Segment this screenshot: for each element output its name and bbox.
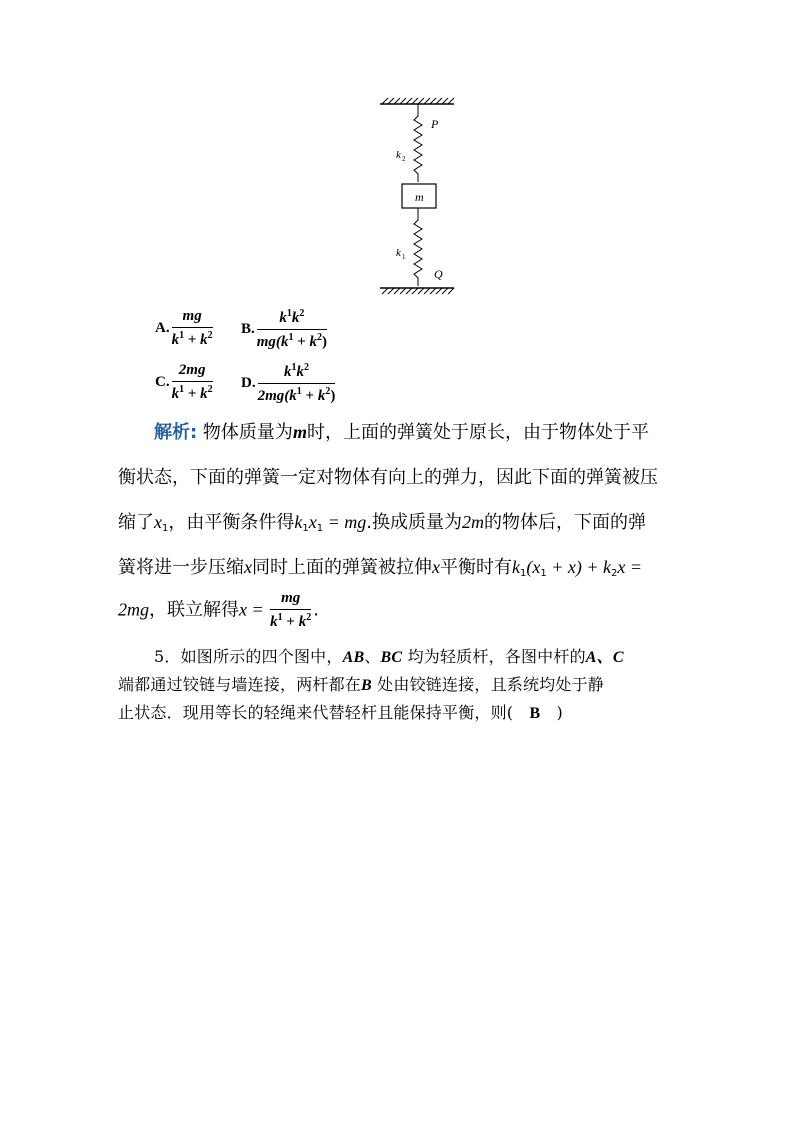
analysis-l5-fraction	[270, 590, 311, 631]
option-d-den-post: )	[330, 388, 336, 404]
option-a-den-plus: +	[184, 332, 201, 348]
option-d	[241, 362, 337, 405]
option-b-letter: B.	[241, 320, 255, 337]
analysis-l4-a: 簧将进一步压缩	[118, 557, 244, 578]
analysis-l5-2mg: 2mg	[118, 599, 149, 620]
analysis-l5-den-sup2: 2	[306, 612, 312, 623]
analysis-line-2: 衡状态，下面的弹簧一定对物体有向上的弹力，因此下面的弹簧被压	[118, 467, 658, 488]
analysis-l3-x1: x	[154, 512, 162, 532]
option-d-den-sup1: 1	[296, 386, 302, 397]
q5-l1-a: 5．如图所示的四个图中，	[154, 647, 343, 666]
analysis-l4-eq-x1: (x	[526, 557, 541, 577]
analysis-l4-eq-sub2: 2	[611, 568, 618, 579]
option-b-num-k1: k	[279, 310, 287, 326]
analysis-line-4	[118, 553, 642, 579]
analysis-l3-eq-sub1: 1	[302, 523, 309, 534]
q5-l2-a: 端都通过铰链与墙连接，两杆都在	[118, 675, 362, 694]
option-a	[155, 308, 215, 349]
analysis-l4-eq-sub-x1: 1	[540, 568, 547, 579]
analysis-l5-den-sup1: 1	[277, 612, 283, 623]
analysis-l4-c: 平衡时有	[440, 557, 512, 578]
q5-l1-a-letter: A	[585, 649, 597, 666]
floor-hatch	[382, 288, 454, 294]
option-b	[241, 308, 329, 351]
option-b-den-plus: +	[293, 334, 310, 350]
analysis-l3-eq-x: x	[308, 512, 317, 532]
label-k2-sub: 2	[402, 155, 406, 163]
analysis-l3-b: ，由平衡条件得	[168, 512, 295, 533]
label-q: Q	[434, 267, 443, 281]
analysis-l5-den	[270, 610, 311, 631]
option-c-den-k1: k	[171, 386, 180, 402]
spring-mass-figure	[370, 96, 470, 301]
option-b-den-sup2: 2	[317, 332, 322, 343]
option-a-den-k2: k	[200, 332, 208, 348]
ceiling-hatch	[382, 98, 454, 104]
analysis-l3-eq-mg: = mg	[323, 512, 367, 532]
analysis-l3-c: .换成质量为	[366, 512, 463, 533]
option-a-den-k1: k	[171, 332, 180, 348]
option-c-denominator	[172, 382, 213, 403]
analysis-l4-x: x	[244, 557, 252, 577]
label-k2: k	[396, 149, 401, 161]
analysis-label: 解析:	[154, 422, 198, 443]
q5-l1-b: 均为轻质杆，各图中杆的	[402, 647, 586, 666]
analysis-l4-x2: x	[432, 557, 440, 577]
option-b-numerator	[257, 308, 327, 330]
q5-l1-sep: 、	[364, 647, 381, 666]
option-a-den-sup2: 2	[207, 330, 213, 341]
option-c	[155, 362, 215, 403]
q5-line-1	[154, 644, 624, 667]
analysis-line-5	[118, 590, 319, 631]
label-m: m	[415, 190, 424, 204]
option-a-letter: A.	[155, 319, 170, 336]
analysis-l4-eq-sub1: 1	[520, 568, 527, 579]
analysis-l3-eq-k: k	[294, 512, 303, 532]
option-c-numerator: 2mg	[172, 362, 213, 382]
spring-diagram	[370, 96, 470, 301]
option-b-num-sup2: 2	[299, 308, 305, 319]
q5-l2-b: 处由铰链连接，且系统均处于静	[371, 675, 604, 694]
analysis-l1-b: 时，上面的弹簧处于原长，由于物体处于平	[306, 422, 649, 443]
option-d-num-sup2: 2	[303, 362, 309, 373]
upper-spring	[414, 104, 422, 182]
q5-line-3	[118, 700, 563, 723]
option-c-den-sup2: 2	[207, 384, 213, 395]
q5-l1-c-letter: 、C	[596, 649, 624, 666]
option-b-num-sup1: 1	[286, 308, 292, 319]
option-b-den-sup1: 1	[288, 332, 294, 343]
q5-l3: 止状态．现用等长的轻绳来代替轻杆且能保持平衡，则(	[118, 703, 530, 722]
option-a-denominator	[172, 328, 213, 349]
analysis-l3-eq-sub2: 1	[316, 523, 324, 534]
option-b-den-post: )	[322, 334, 327, 350]
option-b-num-k2: k	[291, 310, 300, 326]
analysis-l4-eq-end: x =	[617, 557, 643, 577]
option-d-num-k2: k	[296, 364, 304, 380]
option-d-fraction	[258, 362, 336, 405]
analysis-l3-x1-sub: 1	[162, 523, 169, 534]
analysis-l3-2m: 2m	[462, 512, 485, 532]
analysis-l3-d: 的物体后，下面的弹	[484, 512, 647, 533]
option-d-den-sup2: 2	[325, 386, 331, 397]
label-k1: k	[396, 247, 401, 259]
q5-answer: B	[529, 705, 541, 722]
option-b-den-k1: k	[280, 334, 289, 350]
option-d-num-sup1: 1	[291, 362, 297, 373]
option-a-den-sup1: 1	[179, 330, 185, 341]
analysis-l4-b: 同时上面的弹簧被拉伸	[252, 557, 432, 578]
label-k1-sub: 1	[402, 253, 406, 261]
q5-l1-bc: BC	[380, 649, 403, 666]
q5-line-2	[118, 672, 604, 695]
analysis-l4-eq-k2: + x) + k	[546, 557, 611, 577]
analysis-l4-eq-k1: k	[512, 557, 520, 577]
analysis-l3-a: 缩了	[118, 512, 154, 533]
option-b-fraction	[257, 308, 327, 351]
analysis-l5-num: mg	[270, 590, 311, 610]
option-c-den-k2: k	[200, 386, 208, 402]
option-c-fraction	[172, 362, 213, 403]
option-b-den-k2: k	[309, 334, 317, 350]
option-d-num-k1: k	[283, 364, 292, 380]
option-d-numerator	[258, 362, 336, 384]
analysis-l5-b: ，联立解得	[149, 599, 239, 621]
option-c-letter: C.	[155, 373, 170, 390]
option-c-den-plus: +	[184, 386, 201, 402]
analysis-l5-den-k1: k	[270, 614, 278, 630]
option-a-numerator: mg	[172, 308, 213, 328]
lower-spring	[414, 208, 422, 286]
option-d-den-plus: +	[301, 388, 318, 404]
analysis-l5-end: .	[313, 599, 319, 621]
analysis-l5-den-plus: +	[282, 614, 299, 630]
option-d-denominator	[258, 384, 336, 405]
q5-l2-b-letter: B	[361, 677, 372, 694]
option-d-den-k1: k	[289, 388, 297, 404]
analysis-l5-x: x =	[239, 599, 269, 620]
q5-l3-end: )	[540, 703, 563, 722]
q5-l1-ab: AB	[342, 649, 365, 666]
option-d-letter: D.	[241, 374, 256, 391]
analysis-l1-m: m	[292, 422, 307, 442]
analysis-l1-a: 物体质量为	[197, 422, 293, 443]
analysis-line-1	[154, 418, 649, 444]
label-p: P	[431, 117, 439, 131]
analysis-l5-den-k2: k	[298, 614, 307, 630]
option-a-fraction	[172, 308, 213, 349]
option-b-denominator	[257, 330, 327, 351]
option-d-den-pre: 2mg(	[257, 388, 290, 404]
analysis-line-3	[118, 508, 646, 534]
option-d-den-k2: k	[317, 388, 326, 404]
option-b-den-pre: mg(	[256, 334, 281, 350]
option-c-den-sup1: 1	[179, 384, 185, 395]
